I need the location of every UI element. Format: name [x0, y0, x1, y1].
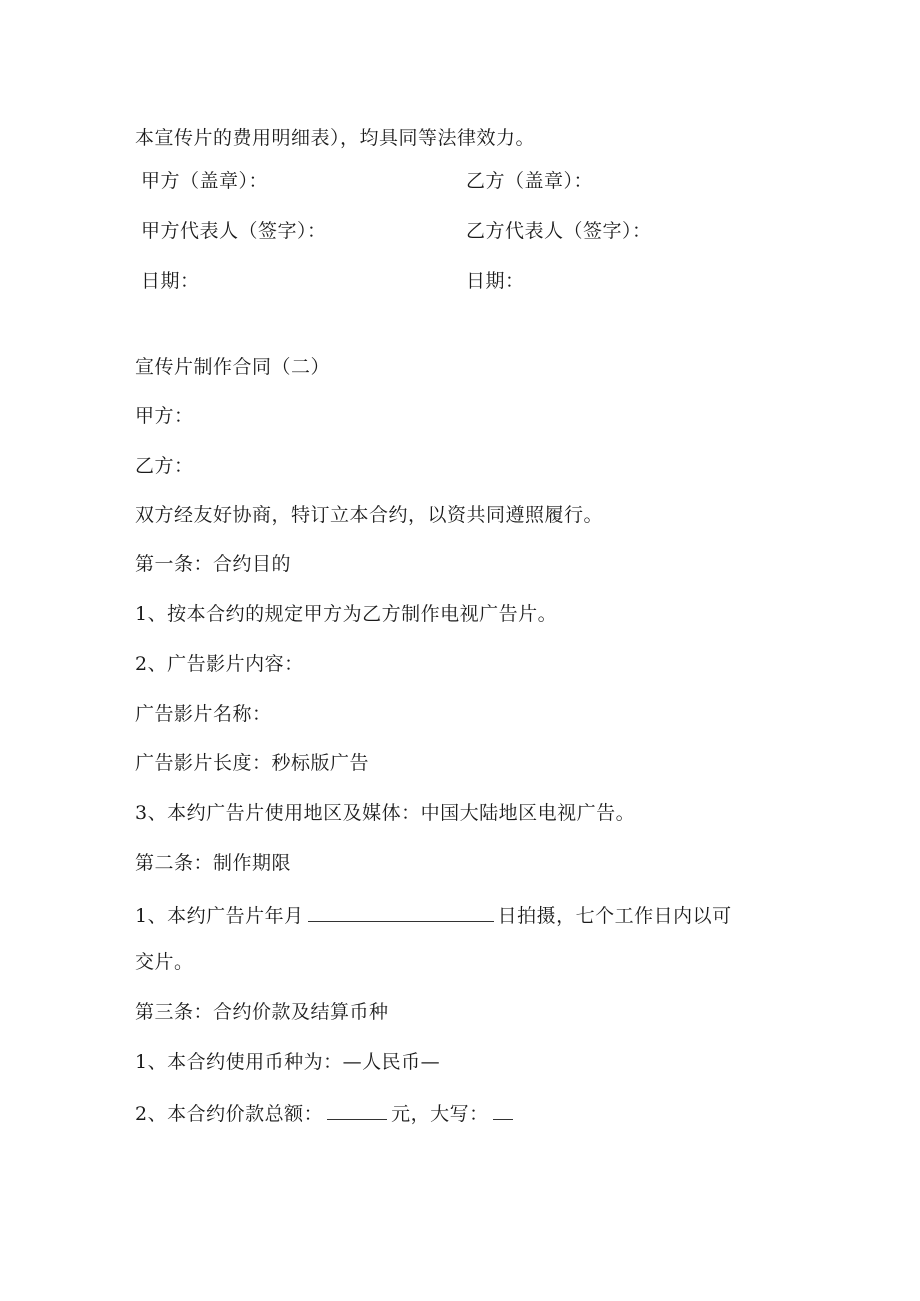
party-b-rep-label: 乙方代表人（签字）： [466, 220, 652, 242]
party-a-rep-label: 甲方代表人（签字）： [141, 220, 327, 242]
party-a-date-label: 日期： [141, 270, 200, 292]
article3-item2-start: 2、本合约价款总额： [135, 1103, 324, 1125]
article3-item2-mid: 元，大写： [391, 1103, 489, 1125]
film-name-line: 广告影片名称： [135, 703, 272, 725]
article2-item1-cont: 交片。 [135, 951, 194, 973]
amount-words-blank [493, 1099, 513, 1120]
article2-heading: 第二条：制作期限 [135, 852, 292, 874]
article2-item1-start: 1、本约广告片年月 [135, 905, 304, 927]
article3-item1: 1、本合约使用币种为：—人民币— [135, 1051, 441, 1073]
party-b-line: 乙方： [135, 455, 194, 477]
article3-heading: 第三条：合约价款及结算币种 [135, 1001, 389, 1023]
article3-item2 [135, 1099, 517, 1126]
intro-line: 本宣传片的费用明细表），均具同等法律效力。 [135, 127, 536, 149]
article1-item2: 2、广告影片内容： [135, 653, 304, 675]
amount-blank [327, 1099, 387, 1120]
article2-item1 [135, 901, 732, 928]
party-b-date-label: 日期： [466, 270, 525, 292]
party-b-seal-label: 乙方（盖章）： [466, 170, 594, 192]
film-length-line: 广告影片长度：秒标版广告 [135, 752, 370, 774]
party-a-seal-label: 甲方（盖章）： [141, 170, 269, 192]
article1-item1: 1、按本合约的规定甲方为乙方制作电视广告片。 [135, 603, 558, 625]
article1-heading: 第一条：合约目的 [135, 553, 292, 575]
article1-item3: 3、本约广告片使用地区及媒体：中国大陆地区电视广告。 [135, 802, 636, 824]
article2-item1-end: 日拍摄，七个工作日内以可 [497, 905, 732, 927]
party-a-line: 甲方： [135, 405, 194, 427]
shoot-date-blank [308, 901, 494, 922]
contract-title: 宣传片制作合同（二） [135, 356, 331, 378]
preamble: 双方经友好协商，特订立本合约，以资共同遵照履行。 [135, 504, 604, 526]
